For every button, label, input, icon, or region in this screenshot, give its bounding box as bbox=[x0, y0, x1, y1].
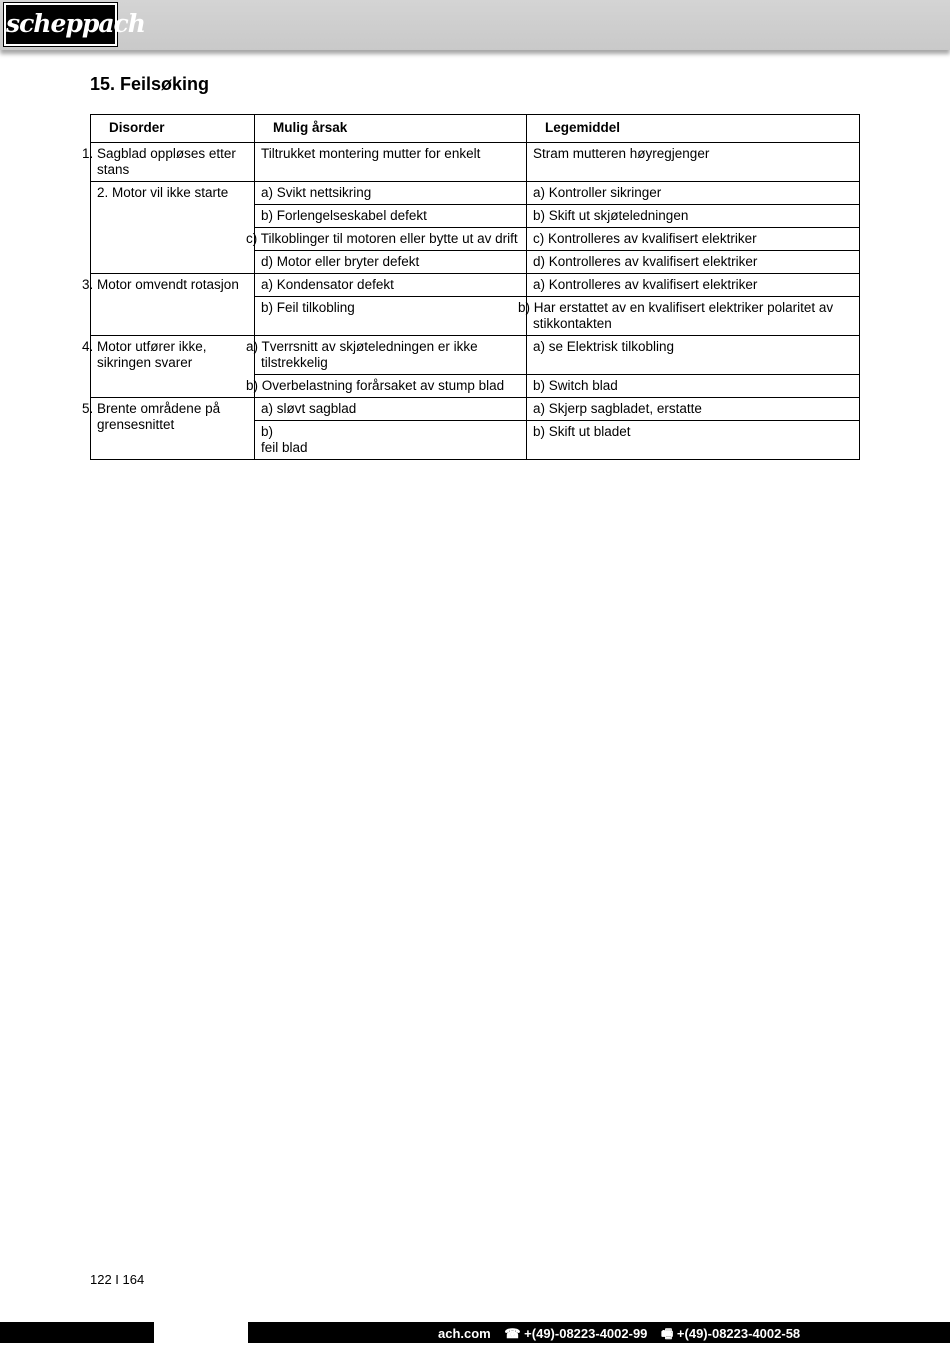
header-cause: Mulig årsak bbox=[255, 115, 527, 143]
remedy-cell: Stram mutteren høyregjenger bbox=[527, 143, 860, 182]
cause-cell: c) Tilkoblinger til motoren eller bytte ut av drift bbox=[255, 228, 527, 251]
logo-text: scheppach bbox=[6, 9, 145, 38]
footer-fax: 🖷 +(49)-08223-4002-58 bbox=[661, 1326, 801, 1341]
footer-gap bbox=[154, 1322, 248, 1343]
header-bar bbox=[0, 0, 950, 50]
cause-cell: b) Feil tilkobling bbox=[255, 297, 527, 336]
cause-cell: b) Overbelastning forårsaket av stump blad bbox=[255, 375, 527, 398]
disorder-cell: 4. Motor utfører ikke, sikringen svarer bbox=[91, 336, 255, 398]
cause-cell: a) sløvt sagblad bbox=[255, 398, 527, 421]
disorder-cell: 1. Sagblad oppløses etter stans bbox=[91, 143, 255, 182]
table-row bbox=[91, 274, 860, 297]
remedy-cell: a) Kontrolleres av kvalifisert elektriker bbox=[527, 274, 860, 297]
table-row bbox=[91, 336, 860, 375]
table-row bbox=[91, 398, 860, 421]
header-disorder: Disorder bbox=[91, 115, 255, 143]
table-header-row bbox=[91, 115, 860, 143]
page-title: 15. Feilsøking bbox=[90, 74, 210, 94]
disorder-cell: 3. Motor omvendt rotasjon bbox=[91, 274, 255, 336]
remedy-cell: b) Skift ut bladet bbox=[527, 421, 860, 460]
table-row bbox=[91, 182, 860, 205]
cause-cell: d) Motor eller bryter defekt bbox=[255, 251, 527, 274]
scheppach-logo bbox=[4, 3, 145, 46]
cause-cell: b) Forlengelseskabel defekt bbox=[255, 205, 527, 228]
remedy-cell: a) se Elektrisk tilkobling bbox=[527, 336, 860, 375]
cause-cell: a) Tverrsnitt av skjøteledningen er ikke tilstrekkelig bbox=[255, 336, 527, 375]
footer-website[interactable]: ach.com bbox=[438, 1326, 491, 1341]
disorder-cell: 2. Motor vil ikke starte bbox=[91, 182, 255, 274]
disorder-cell: 5. Brente områdene på grensesnittet bbox=[91, 398, 255, 460]
remedy-cell: a) Kontroller sikringer bbox=[527, 182, 860, 205]
footer-phone: ☎ +(49)-08223-4002-99 bbox=[504, 1326, 648, 1341]
cause-label: b) bbox=[261, 424, 274, 439]
cause-cell: a) Kondensator defekt bbox=[255, 274, 527, 297]
cause-cell: Tiltrukket montering mutter for enkelt bbox=[255, 143, 527, 182]
remedy-cell: b) Har erstattet av en kvalifisert elektriker polaritet av stikkontakten bbox=[527, 297, 860, 336]
cause-detail: feil blad bbox=[261, 440, 308, 455]
cause-cell: a) Svikt nettsikring bbox=[255, 182, 527, 205]
remedy-cell: d) Kontrolleres av kvalifisert elektriker bbox=[527, 251, 860, 274]
remedy-cell: c) Kontrolleres av kvalifisert elektriker bbox=[527, 228, 860, 251]
footer-contact bbox=[438, 1325, 810, 1347]
footer-bar bbox=[0, 1322, 950, 1343]
header-remedy: Legemiddel bbox=[527, 115, 860, 143]
table-row bbox=[91, 143, 860, 182]
remedy-cell: b) Skift ut skjøteledningen bbox=[527, 205, 860, 228]
cause-cell bbox=[255, 421, 527, 460]
troubleshooting-table bbox=[82, 114, 860, 460]
remedy-cell: b) Switch blad bbox=[527, 375, 860, 398]
remedy-cell: a) Skjerp sagbladet, erstatte bbox=[527, 398, 860, 421]
page-number: 122 I 164 bbox=[90, 1272, 145, 1287]
